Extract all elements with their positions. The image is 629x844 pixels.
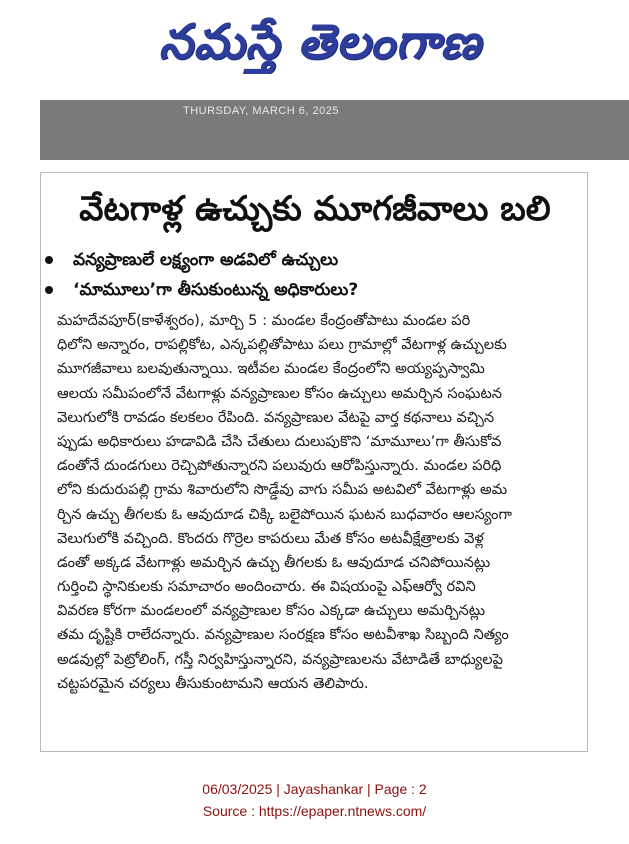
article-body [57,309,579,696]
newspaper-logo-title: నమస్తే తెలంగాణ [158,14,482,70]
subheading-text: వన్యప్రాణులే లక్ష్యంగా అడవిలో ఉచ్చులు [73,250,339,270]
article-headline: వేటగాళ్ల ఉచ్చుకు మూగజీవాలు బలి [79,189,551,229]
body-line: ప్పుడు అధికారులు హడావిడి చేసి చేతులు దులుపుకొని ‘మామూలు’గా తీసుకోవ [57,432,502,450]
body-line: వెలుగులోకి వచ్చింది. కొందరు గొర్రెల కాపరులు మేత కోసం అటవీక్షేత్రాలకు వెళ్ల [57,529,484,547]
body-line: ఆలయ సమీపంలోనే వేటగాళ్లు వన్యప్రాణుల కోసం ఉచ్చులు అమర్చిన సంఘటన [57,384,502,402]
subheading-text: ‘మామూలు’గా తీసుకుంటున్న అధికారులు? [73,280,359,300]
body-line: వివరణ కోరగా మండలంలో వన్యప్రాణుల కోసం ఎక్కడా ఉచ్చులు అమర్చినట్లు [57,602,486,620]
body-line: ర్చిన ఉచ్చు తీగలకు ఓ ఆవుదూడ చిక్కి బలైపోయిన ఘటన బుధవారం ఆలస్యంగా [57,505,512,523]
subheading-bullets [41,245,589,305]
clipping-footer [0,778,629,822]
body-line: డంతోనే దుండగులు రెచ్చిపోతున్నారని పలువురు ఆరోపిస్తున్నారు. మండల పరిధి [57,457,502,475]
footer-source-link[interactable]: Source : https://epaper.ntnews.com/ [202,803,427,819]
article-clipping [40,172,588,752]
subheading-bullet [41,275,589,305]
body-line: లోని కుదురుపల్లి గ్రామ శివారులోని సొడ్డేవు వాగు సమీప అటవిలో వేటగాళ్లు అమ [57,481,508,499]
bullet-icon [45,286,53,294]
body-line: చట్టపరమైన చర్యలు తీసుకుంటామని ఆయన తెలిపారు. [57,674,369,692]
masthead [0,0,629,100]
body-line: తమ దృష్టికి రాలేదన్నారు. వన్యప్రాణుల సంరక్షణ కోసం అటవీశాఖ సిబ్బంది నిత్యం [57,626,509,644]
body-line: ధిలోని అన్నారం, రాపల్లికోట, ఎన్కపల్లితోపాటు పలు గ్రామాల్లో వేటగాళ్ల ఉచ్చులకు [57,336,507,354]
body-line: గుర్తించి స్థానికులకు సమాచారం అందించారు. ఈ విషయంపై ఎఫ్ఆర్వో రవిని [57,578,476,596]
body-line: డంతో అక్కడ వేటగాళ్లు అమర్చిన ఉచ్చు తీగలకు ఓ ఆవుదూడ చనిపోయినట్లు [57,553,491,571]
body-line: వెలుగులోకి రావడం కలకలం రేపింది. వన్యప్రాణుల వేటపై వార్త కథనాలు వచ్చిన [57,408,495,426]
body-line: మహదేవపూర్(కాళేశ్వరం), మార్చి 5 : మండల కేంద్రంతోపాటు మండల పరి [57,312,471,329]
footer-edition-info: 06/03/2025 | Jayashankar | Page : 2 [202,781,427,797]
edition-date: THURSDAY, MARCH 6, 2025 [183,105,339,117]
date-band [40,100,629,160]
body-line: అడవుల్లో పెట్రోలింగ్, గస్తీ నిర్వహిస్తున్నారని, వన్యప్రాణులను వేటాడితే బాధ్యులపై [57,650,503,668]
subheading-bullet [41,245,589,275]
body-line: మూగజీవాలు బలవుతున్నాయి. ఇటీవల మండల కేంద్రంలోని అయ్యప్పస్వామి [57,360,485,378]
bullet-icon [45,256,53,264]
